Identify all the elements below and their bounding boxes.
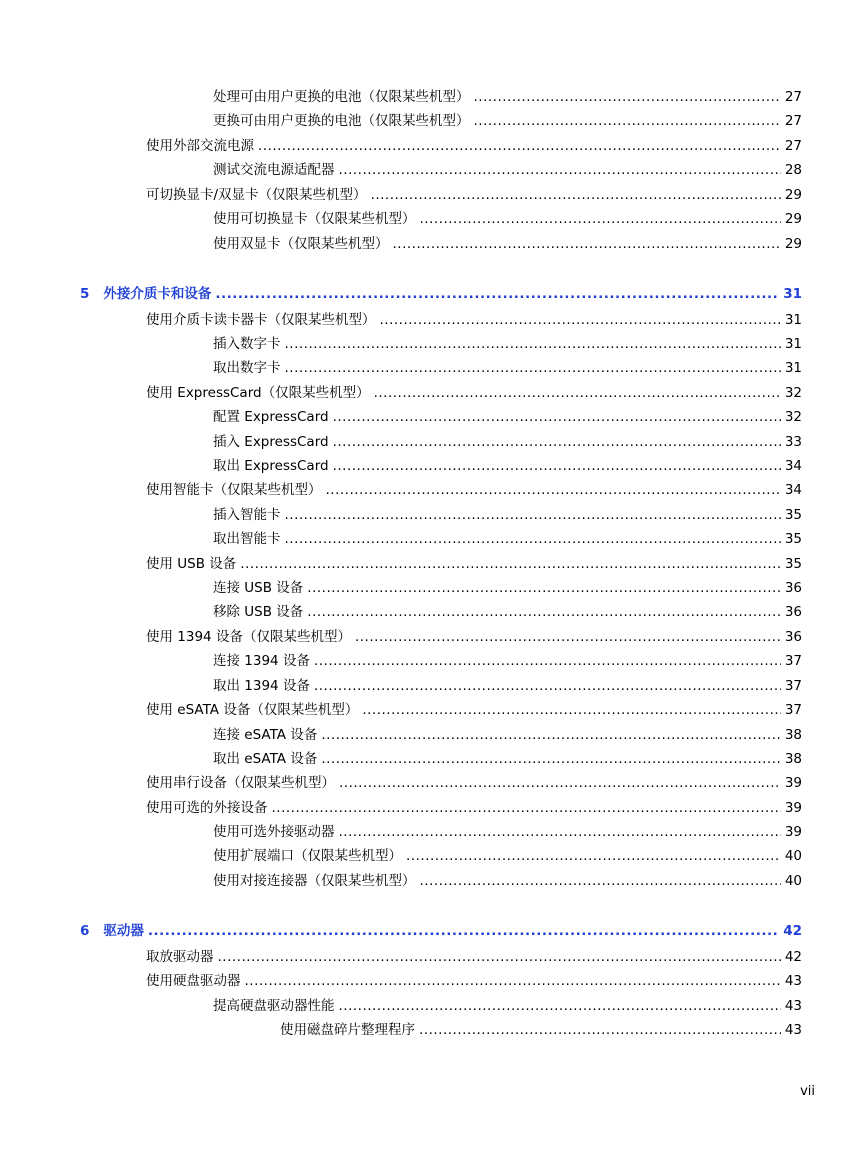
dot-leader — [406, 847, 781, 865]
toc-page-number: 35 — [784, 531, 802, 547]
toc-entry[interactable] — [146, 628, 802, 646]
toc-entry[interactable] — [146, 137, 802, 155]
toc-entry[interactable] — [213, 112, 802, 130]
dot-leader — [474, 88, 781, 106]
toc-entry-text: 驱动器 — [103, 923, 144, 939]
dot-leader — [380, 311, 781, 329]
toc-entry[interactable] — [213, 677, 802, 695]
dot-leader — [333, 457, 781, 475]
toc-page-number: 27 — [784, 89, 802, 105]
toc-entry-text: 提高硬盘驱动器性能 — [213, 998, 335, 1014]
toc-entry-title — [213, 335, 281, 353]
toc-entry[interactable] — [213, 847, 802, 865]
toc-entry-title — [213, 579, 303, 597]
dot-leader — [285, 530, 781, 548]
toc-page-number: 27 — [784, 138, 802, 154]
toc-entry[interactable] — [213, 872, 802, 890]
toc-entry[interactable] — [213, 210, 802, 228]
toc-page-number: 43 — [784, 1022, 802, 1038]
toc-entry-title — [146, 799, 268, 817]
toc-entry-title — [80, 922, 144, 940]
toc-entry-text: 插入数字卡 — [213, 336, 281, 352]
toc-entry-title — [146, 186, 367, 204]
toc-entry[interactable] — [213, 823, 802, 841]
toc-entry-title — [146, 481, 322, 499]
toc-entry[interactable] — [213, 161, 802, 179]
toc-entry-title — [213, 235, 389, 253]
toc-page-number: 31 — [784, 336, 802, 352]
toc-page-number: 35 — [784, 556, 802, 572]
toc-entry-title — [146, 384, 370, 402]
toc-chapter-entry[interactable] — [80, 922, 802, 940]
toc-entry-title — [213, 506, 281, 524]
toc-chapter-entry[interactable] — [80, 285, 802, 303]
dot-leader — [321, 750, 780, 768]
toc-entry[interactable] — [146, 186, 802, 204]
toc-entry-text: 移除 USB 设备 — [213, 604, 304, 620]
dot-leader — [374, 384, 781, 402]
toc-page-number: 38 — [784, 751, 802, 767]
toc-page-number: 27 — [784, 113, 802, 129]
toc-entry-title — [213, 847, 402, 865]
toc-entry-title — [213, 652, 310, 670]
toc-entry-title — [146, 972, 241, 990]
toc-entry-text: 测试交流电源适配器 — [213, 162, 335, 178]
toc-entry-text: 使用外部交流电源 — [146, 138, 254, 154]
dot-leader — [362, 701, 780, 719]
dot-leader — [314, 677, 781, 695]
dot-leader — [355, 628, 781, 646]
toc-entry-text: 使用双显卡（仅限某些机型） — [213, 236, 389, 252]
toc-entry-title — [213, 433, 329, 451]
toc-entry-title — [213, 603, 303, 621]
toc-page-number: 42 — [784, 949, 802, 965]
toc-entry-title — [213, 408, 329, 426]
toc-page-number: 36 — [784, 580, 802, 596]
toc-entry-text: 取放驱动器 — [146, 949, 214, 965]
toc-entry-title — [80, 285, 211, 303]
toc-entry-text: 取出数字卡 — [213, 360, 281, 376]
dot-leader — [420, 872, 781, 890]
toc-entry[interactable] — [213, 579, 802, 597]
toc-entry-title — [213, 530, 281, 548]
toc-entry-title — [213, 750, 317, 768]
toc-entry[interactable] — [213, 726, 802, 744]
toc-entry-text: 使用可选外接驱动器 — [213, 824, 335, 840]
toc-page-number: 42 — [783, 923, 802, 939]
dot-leader — [321, 726, 780, 744]
toc-entry-text: 取出智能卡 — [213, 531, 281, 547]
toc-entry-title — [213, 88, 470, 106]
toc-entry-text: 取出 ExpressCard — [213, 458, 329, 474]
dot-leader — [326, 481, 781, 499]
toc-entry-title — [213, 161, 335, 179]
toc-entry[interactable] — [146, 799, 802, 817]
toc-page-number: 36 — [784, 604, 802, 620]
chapter-number: 5 — [80, 286, 90, 302]
toc-entry-text: 使用介质卡读卡器卡（仅限某些机型） — [146, 312, 376, 328]
dot-leader — [333, 408, 781, 426]
toc-page-number: 28 — [784, 162, 802, 178]
toc-entry-text: 使用对接连接器（仅限某些机型） — [213, 873, 416, 889]
toc-entry-text: 使用可选的外接设备 — [146, 800, 268, 816]
toc-entry[interactable] — [213, 652, 802, 670]
dot-leader — [218, 948, 781, 966]
toc-entry[interactable] — [213, 88, 802, 106]
toc-entry[interactable] — [213, 335, 802, 353]
toc-page-number: 32 — [784, 409, 802, 425]
toc-entry-text: 处理可由用户更换的电池（仅限某些机型） — [213, 89, 470, 105]
dot-leader — [339, 823, 781, 841]
toc-entry-text: 使用智能卡（仅限某些机型） — [146, 482, 322, 498]
toc-entry-text: 插入 ExpressCard — [213, 434, 329, 450]
toc-entry-text: 可切换显卡/双显卡（仅限某些机型） — [146, 187, 367, 203]
toc-entry-text: 使用 ExpressCard（仅限某些机型） — [146, 385, 370, 401]
toc-page-number: 29 — [784, 211, 802, 227]
toc-page-number: 32 — [784, 385, 802, 401]
toc-entry-title — [146, 628, 351, 646]
dot-leader — [339, 161, 781, 179]
toc-entry-title — [213, 210, 416, 228]
toc-page-number: 39 — [784, 800, 802, 816]
toc-page-number: 31 — [783, 286, 802, 302]
toc-page-number: 37 — [784, 653, 802, 669]
toc-entry[interactable] — [213, 997, 802, 1015]
toc-entry-text: 使用串行设备（仅限某些机型） — [146, 775, 335, 791]
toc-entry-text: 更换可由用户更换的电池（仅限某些机型） — [213, 113, 470, 129]
toc-entry[interactable] — [213, 750, 802, 768]
toc-entry[interactable] — [146, 774, 802, 792]
toc-page-number: 34 — [784, 482, 802, 498]
toc-entry-title — [213, 872, 416, 890]
toc-entry-text: 使用硬盘驱动器 — [146, 973, 241, 989]
toc-entry-text: 插入智能卡 — [213, 507, 281, 523]
toc-entry-text: 使用 eSATA 设备（仅限某些机型） — [146, 702, 359, 718]
toc-entry[interactable] — [280, 1021, 802, 1039]
toc-entry-title — [213, 726, 317, 744]
toc-entry-text: 使用磁盘碎片整理程序 — [280, 1022, 415, 1038]
page-number-footer: vii — [800, 1084, 815, 1099]
toc-entry-title — [146, 948, 214, 966]
toc-entry[interactable] — [213, 433, 802, 451]
toc-entry-text: 使用可切换显卡（仅限某些机型） — [213, 211, 416, 227]
toc-entry-text: 配置 ExpressCard — [213, 409, 329, 425]
toc-entry[interactable] — [146, 555, 802, 573]
chapter-number: 6 — [80, 923, 90, 939]
dot-leader — [333, 433, 781, 451]
dot-leader — [339, 774, 781, 792]
toc-entry-text: 使用 1394 设备（仅限某些机型） — [146, 629, 351, 645]
toc-page-number: 37 — [784, 702, 802, 718]
dot-leader — [419, 1021, 781, 1039]
toc-entry[interactable] — [213, 457, 802, 475]
toc-page-number: 29 — [784, 187, 802, 203]
toc-entry-text: 取出 eSATA 设备 — [213, 751, 318, 767]
toc-entry-title — [213, 677, 310, 695]
toc-entry[interactable] — [213, 603, 802, 621]
toc-entry[interactable] — [213, 359, 802, 377]
toc-entry-title — [146, 555, 236, 573]
toc-entry-text: 使用扩展端口（仅限某些机型） — [213, 848, 402, 864]
toc-page-number: 39 — [784, 824, 802, 840]
dot-leader — [307, 579, 781, 597]
dot-leader — [148, 922, 779, 940]
dot-leader — [285, 359, 781, 377]
toc-entry-text: 使用 USB 设备 — [146, 556, 237, 572]
toc-page-number: 36 — [784, 629, 802, 645]
toc-page-number: 40 — [784, 873, 802, 889]
toc-entry-text: 外接介质卡和设备 — [103, 286, 212, 302]
toc-entry-text: 连接 eSATA 设备 — [213, 727, 318, 743]
toc-page-number: 31 — [784, 360, 802, 376]
toc-entry-title — [213, 112, 470, 130]
toc-page-number: 35 — [784, 507, 802, 523]
dot-leader — [285, 506, 781, 524]
toc-entry-title — [146, 311, 376, 329]
dot-leader — [339, 997, 781, 1015]
dot-leader — [474, 112, 781, 130]
toc-entry-title — [213, 823, 335, 841]
toc-entry[interactable] — [146, 384, 802, 402]
toc-page-number: 29 — [784, 236, 802, 252]
toc-entry-title — [146, 701, 358, 719]
dot-leader — [215, 285, 779, 303]
toc-entry-title — [280, 1021, 415, 1039]
toc-entry[interactable] — [146, 701, 802, 719]
toc-page-number: 33 — [784, 434, 802, 450]
toc-page-number: 40 — [784, 848, 802, 864]
toc-entry[interactable] — [213, 506, 802, 524]
toc-entry-title — [146, 137, 254, 155]
toc-entry-text: 连接 1394 设备 — [213, 653, 310, 669]
toc-entry[interactable] — [146, 948, 802, 966]
toc-entry-title — [213, 457, 329, 475]
dot-leader — [272, 799, 781, 817]
toc-page-number: 38 — [784, 727, 802, 743]
toc-entry[interactable] — [213, 408, 802, 426]
dot-leader — [314, 652, 781, 670]
toc-page-number: 31 — [784, 312, 802, 328]
dot-leader — [285, 335, 781, 353]
toc-page-number: 34 — [784, 458, 802, 474]
dot-leader — [307, 603, 781, 621]
toc-entry[interactable] — [213, 235, 802, 253]
toc-entry[interactable] — [146, 972, 802, 990]
dot-leader — [420, 210, 781, 228]
toc-entry[interactable] — [146, 311, 802, 329]
dot-leader — [245, 972, 781, 990]
toc-entry-text: 取出 1394 设备 — [213, 678, 310, 694]
toc-entry-title — [146, 774, 335, 792]
toc-entry-title — [213, 359, 281, 377]
toc-page-number: 39 — [784, 775, 802, 791]
toc-entry[interactable] — [146, 481, 802, 499]
dot-leader — [371, 186, 781, 204]
toc-page-number: 37 — [784, 678, 802, 694]
toc-page-number: 43 — [784, 998, 802, 1014]
toc-entry-text: 连接 USB 设备 — [213, 580, 304, 596]
dot-leader — [240, 555, 781, 573]
dot-leader — [393, 235, 781, 253]
toc-entry-title — [213, 997, 335, 1015]
dot-leader — [258, 137, 781, 155]
toc-entry[interactable] — [213, 530, 802, 548]
toc-page-number: 43 — [784, 973, 802, 989]
